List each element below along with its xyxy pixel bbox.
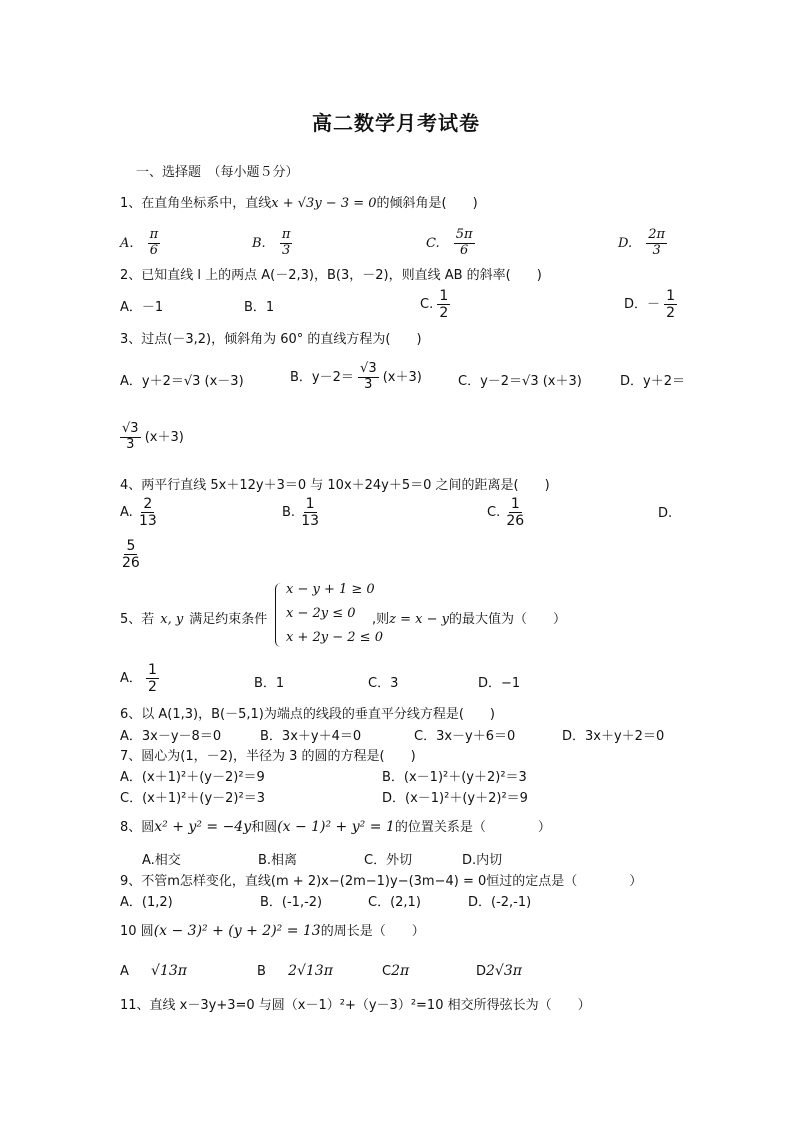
q8-post: 的位置关系是（ ） xyxy=(394,820,551,835)
question-4: 4、两平行直线 5x＋12y＋3＝0 与 10x＋24y＋5＝0 之间的距离是( ) xyxy=(120,478,550,493)
question-5-pre xyxy=(120,608,267,627)
q8-option-a: A.相交 xyxy=(142,853,181,868)
q3-d2-num: √3 xyxy=(122,421,139,436)
q1-d-den: 3 xyxy=(652,242,661,258)
q5-option-b: B．1 xyxy=(254,676,285,691)
q10-circle-eq: (x − 3)² + (y + 2)² = 13 xyxy=(153,923,321,939)
q10-option-c xyxy=(382,963,409,979)
question-10 xyxy=(120,920,425,939)
q4-b-num: 1 xyxy=(305,496,315,512)
q10-a-label: A xyxy=(120,964,129,979)
q3-b-pre: B．y－2＝ xyxy=(290,369,354,385)
q1-c-num: 5π xyxy=(455,227,473,242)
q2-option-c xyxy=(420,288,450,321)
q1-c-label: C. xyxy=(426,235,440,251)
q2-option-b: B．1 xyxy=(244,300,275,315)
q5-a-den: 2 xyxy=(148,679,157,696)
question-3: 3、过点(－3,2)，倾斜角为 60° 的直线方程为( ) xyxy=(120,332,422,347)
question-8 xyxy=(120,816,551,835)
q3-option-b xyxy=(290,362,422,393)
q4-d-num: 5 xyxy=(126,538,136,554)
question-1 xyxy=(120,192,478,211)
q1-a-den: 6 xyxy=(149,242,159,258)
q1-option-c xyxy=(426,228,475,259)
q5-option-d: D．−1 xyxy=(478,676,521,691)
q5-option-a xyxy=(120,662,159,695)
q3-b-den: 3 xyxy=(364,376,373,392)
q10-c-label: C xyxy=(382,964,392,979)
q1-option-d xyxy=(618,228,667,259)
q4-a-num: 2 xyxy=(143,496,153,512)
q6-option-c: C．3x－y＋6＝0 xyxy=(414,729,516,744)
q5-constraint-3: x + 2y − 2 ≤ 0 xyxy=(286,630,383,645)
q10-post: 的周长是（ ） xyxy=(320,924,425,939)
q4-a-label: A. xyxy=(120,505,133,521)
q2-c-num: 1 xyxy=(439,288,449,304)
q4-c-label: C. xyxy=(487,505,501,521)
question-6: 6、以 A(1,3)，B(－5,1)为端点的线段的垂直平分线方程是( ) xyxy=(120,707,495,722)
question-7: 7、圆心为(1，－2)，半径为 3 的圆的方程是( ) xyxy=(120,749,416,764)
q5-objective: z = x − y xyxy=(389,612,449,627)
q8-option-b: B.相离 xyxy=(258,853,298,868)
q10-option-a xyxy=(120,963,187,979)
q4-option-d xyxy=(120,538,142,571)
q1-b-num: π xyxy=(281,227,291,242)
q7-option-c: C．(x＋1)²＋(y－2)²＝3 xyxy=(120,791,265,806)
q1-text-pre: 1、在直角坐标系中，直线 xyxy=(120,196,272,211)
q10-a-value: √13π xyxy=(151,963,187,979)
q4-option-c xyxy=(487,496,526,529)
q1-c-den: 6 xyxy=(460,242,469,258)
q2-option-a: A．－1 xyxy=(120,300,164,315)
q2-option-d xyxy=(624,288,677,321)
q3-d2-post: (x＋3) xyxy=(144,429,184,445)
q10-d-label: D xyxy=(476,964,487,979)
q2-d-label: D．－ xyxy=(624,297,661,313)
q1-a-num: π xyxy=(149,227,159,242)
q1-d-num: 2π xyxy=(648,227,666,242)
q6-option-b: B．3x＋y＋4＝0 xyxy=(260,729,362,744)
q6-option-a: A．3x－y－8＝0 xyxy=(120,729,222,744)
q8-option-d: D.内切 xyxy=(462,853,503,868)
q2-d-den: 2 xyxy=(666,305,676,322)
q3-option-c: C．y－2＝√3 (x＋3) xyxy=(458,374,582,389)
q10-option-b xyxy=(257,963,333,979)
q5-constraint-2: x − 2y ≤ 0 xyxy=(286,606,356,621)
question-11: 11、直线 x－3y+3=0 与圆（x－1）²+（y－3）²=10 相交所得弦长为（ ） xyxy=(120,998,591,1013)
q10-d-value: 2√3π xyxy=(486,963,522,979)
question-9: 9、不管m怎样变化，直线(m + 2)x−(2m−1)y−(3m−4) = 0恒过的定点是（ ） xyxy=(120,874,643,889)
constraint-brace xyxy=(275,583,284,647)
q2-c-label: C. xyxy=(420,297,434,313)
q8-circle-2: (x − 1)² + y² = 1 xyxy=(277,819,395,835)
q3-b-post: (x＋3) xyxy=(382,369,422,385)
q4-option-a xyxy=(120,496,159,529)
q8-pre: 8、圆 xyxy=(120,820,155,835)
q10-option-d xyxy=(476,963,522,979)
q4-d-den: 26 xyxy=(122,555,140,572)
q7-option-a: A．(x＋1)²＋(y－2)²＝9 xyxy=(120,770,265,785)
q5-mid: 满足约束条件 xyxy=(189,612,268,627)
q5-vars: x, y xyxy=(160,612,184,627)
q5-constraint-1: x − y + 1 ≥ 0 xyxy=(286,582,375,597)
q3-option-d-continued xyxy=(120,422,184,453)
q3-option-d: D．y＋2＝ xyxy=(620,374,685,389)
q2-c-den: 2 xyxy=(439,305,449,322)
q5-then: ,则 xyxy=(372,612,390,627)
q4-b-label: B. xyxy=(282,505,296,521)
q5-option-c: C．3 xyxy=(368,676,399,691)
q4-c-num: 1 xyxy=(510,496,520,512)
q1-a-label: A. xyxy=(120,235,134,251)
q9-option-d: D．(-2,-1) xyxy=(468,895,532,910)
q10-b-label: B xyxy=(257,964,266,979)
q10-pre: 10 圆 xyxy=(120,924,154,939)
q3-b-num: √3 xyxy=(360,361,377,376)
q9-option-a: A．(1,2) xyxy=(120,895,173,910)
q3-d2-den: 3 xyxy=(126,436,135,452)
q5-post: 的最大值为（ ） xyxy=(448,612,566,627)
q5-pre: 5、若 xyxy=(120,612,155,627)
q9-option-c: C．(2,1) xyxy=(368,895,421,910)
page-title: 高二数学月考试卷 xyxy=(312,111,480,135)
q4-c-den: 26 xyxy=(506,513,525,530)
q1-d-label: D. xyxy=(618,235,633,251)
q1-text-post: 的倾斜角是( ) xyxy=(376,196,478,211)
q9-option-b: B．(-1,-2) xyxy=(260,895,323,910)
q4-b-den: 13 xyxy=(301,513,320,530)
q4-a-den: 13 xyxy=(138,513,157,530)
q10-c-value: 2π xyxy=(391,963,410,979)
section-heading: 一、选择题 （每小题５分） xyxy=(136,165,299,180)
q2-d-num: 1 xyxy=(666,288,676,304)
q6-option-d: D．3x＋y＋2＝0 xyxy=(562,729,665,744)
question-2: 2、已知直线 l 上的两点 A(－2,3)，B(3，－2)，则直线 AB 的斜率( ) xyxy=(120,268,542,283)
q4-option-b xyxy=(282,496,321,529)
q7-option-d: D．(x－1)²＋(y＋2)²＝9 xyxy=(382,791,528,806)
q1-b-den: 3 xyxy=(281,242,291,258)
q8-option-c: C．外切 xyxy=(364,853,413,868)
question-5-post xyxy=(372,608,566,627)
q10-b-value: 2√13π xyxy=(288,963,333,979)
q5-a-label: A． xyxy=(120,671,142,687)
q1-option-a xyxy=(120,228,160,259)
q4-option-d-label: D. xyxy=(658,506,673,521)
q1-b-label: B. xyxy=(252,235,266,251)
q8-mid: 和圆 xyxy=(251,820,278,835)
q1-option-b xyxy=(252,228,292,259)
q8-circle-1: x² + y² = −4y xyxy=(154,819,252,835)
q3-option-a: A．y＋2＝√3 (x－3) xyxy=(120,374,244,389)
q7-option-b: B．(x－1)²＋(y＋2)²＝3 xyxy=(382,770,527,785)
q1-equation: x + √3y − 3 = 0 xyxy=(271,196,377,211)
q5-a-num: 1 xyxy=(148,662,157,678)
